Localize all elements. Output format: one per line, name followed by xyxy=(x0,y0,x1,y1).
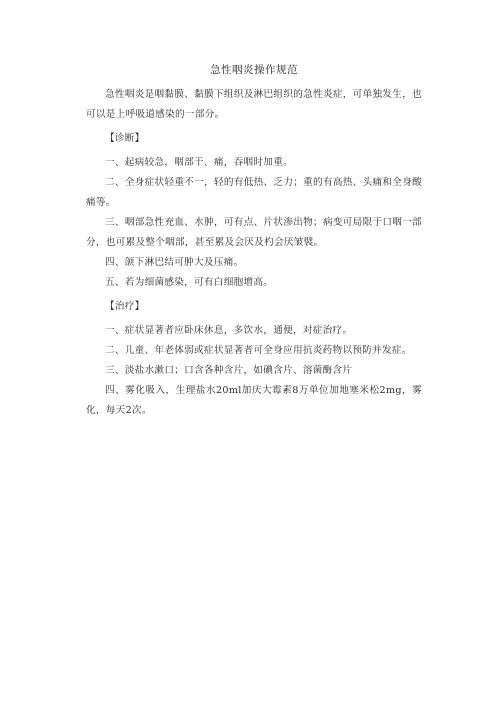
diagnosis-item: 三、咽部急性充血、水肿，可有点、片状渗出物；病变可局限于口咽一部分，也可累及整个咽部，甚至累及会厌及杓会厌皱襞。 xyxy=(86,217,422,248)
document-body xyxy=(86,63,422,421)
treatment-item: 一、症状显著者应卧床休息，多饮水，通便，对症治疗。 xyxy=(105,325,353,336)
treatment-heading: 【治疗】 xyxy=(105,301,145,312)
diagnosis-item: 四、颌下淋巴结可肿大及压痛。 xyxy=(105,257,244,268)
treatment-item: 三、淡盐水漱口；口含各种含片，如碘含片、溶菌酶含片 xyxy=(105,365,353,376)
diagnosis-heading: 【诊断】 xyxy=(105,133,145,144)
treatment-item: 二、儿童、年老体弱或症状显著者可全身应用抗炎药物以预防并发症。 xyxy=(105,345,412,356)
document-title: 急性咽炎操作规范 xyxy=(210,64,298,76)
intro-paragraph: 急性咽炎是咽黏膜、黏膜下组织及淋巴组织的急性炎症，可单独发生，也可以是上呼吸道感染的一部分。 xyxy=(86,89,422,120)
diagnosis-item: 五、若为细菌感染，可有白细胞增高。 xyxy=(105,277,274,288)
diagnosis-item: 一、起病较急，咽部干、痛，吞咽时加重。 xyxy=(105,157,293,168)
diagnosis-item: 二、全身症状轻重不一，轻的有低热、乏力；重的有高热、头痛和全身酸痛等。 xyxy=(86,177,422,208)
treatment-item: 四、雾化吸入，生理盐水20ml加庆大霉素8万单位加地塞米松2mg，雾化，每天2次。 xyxy=(86,385,422,416)
